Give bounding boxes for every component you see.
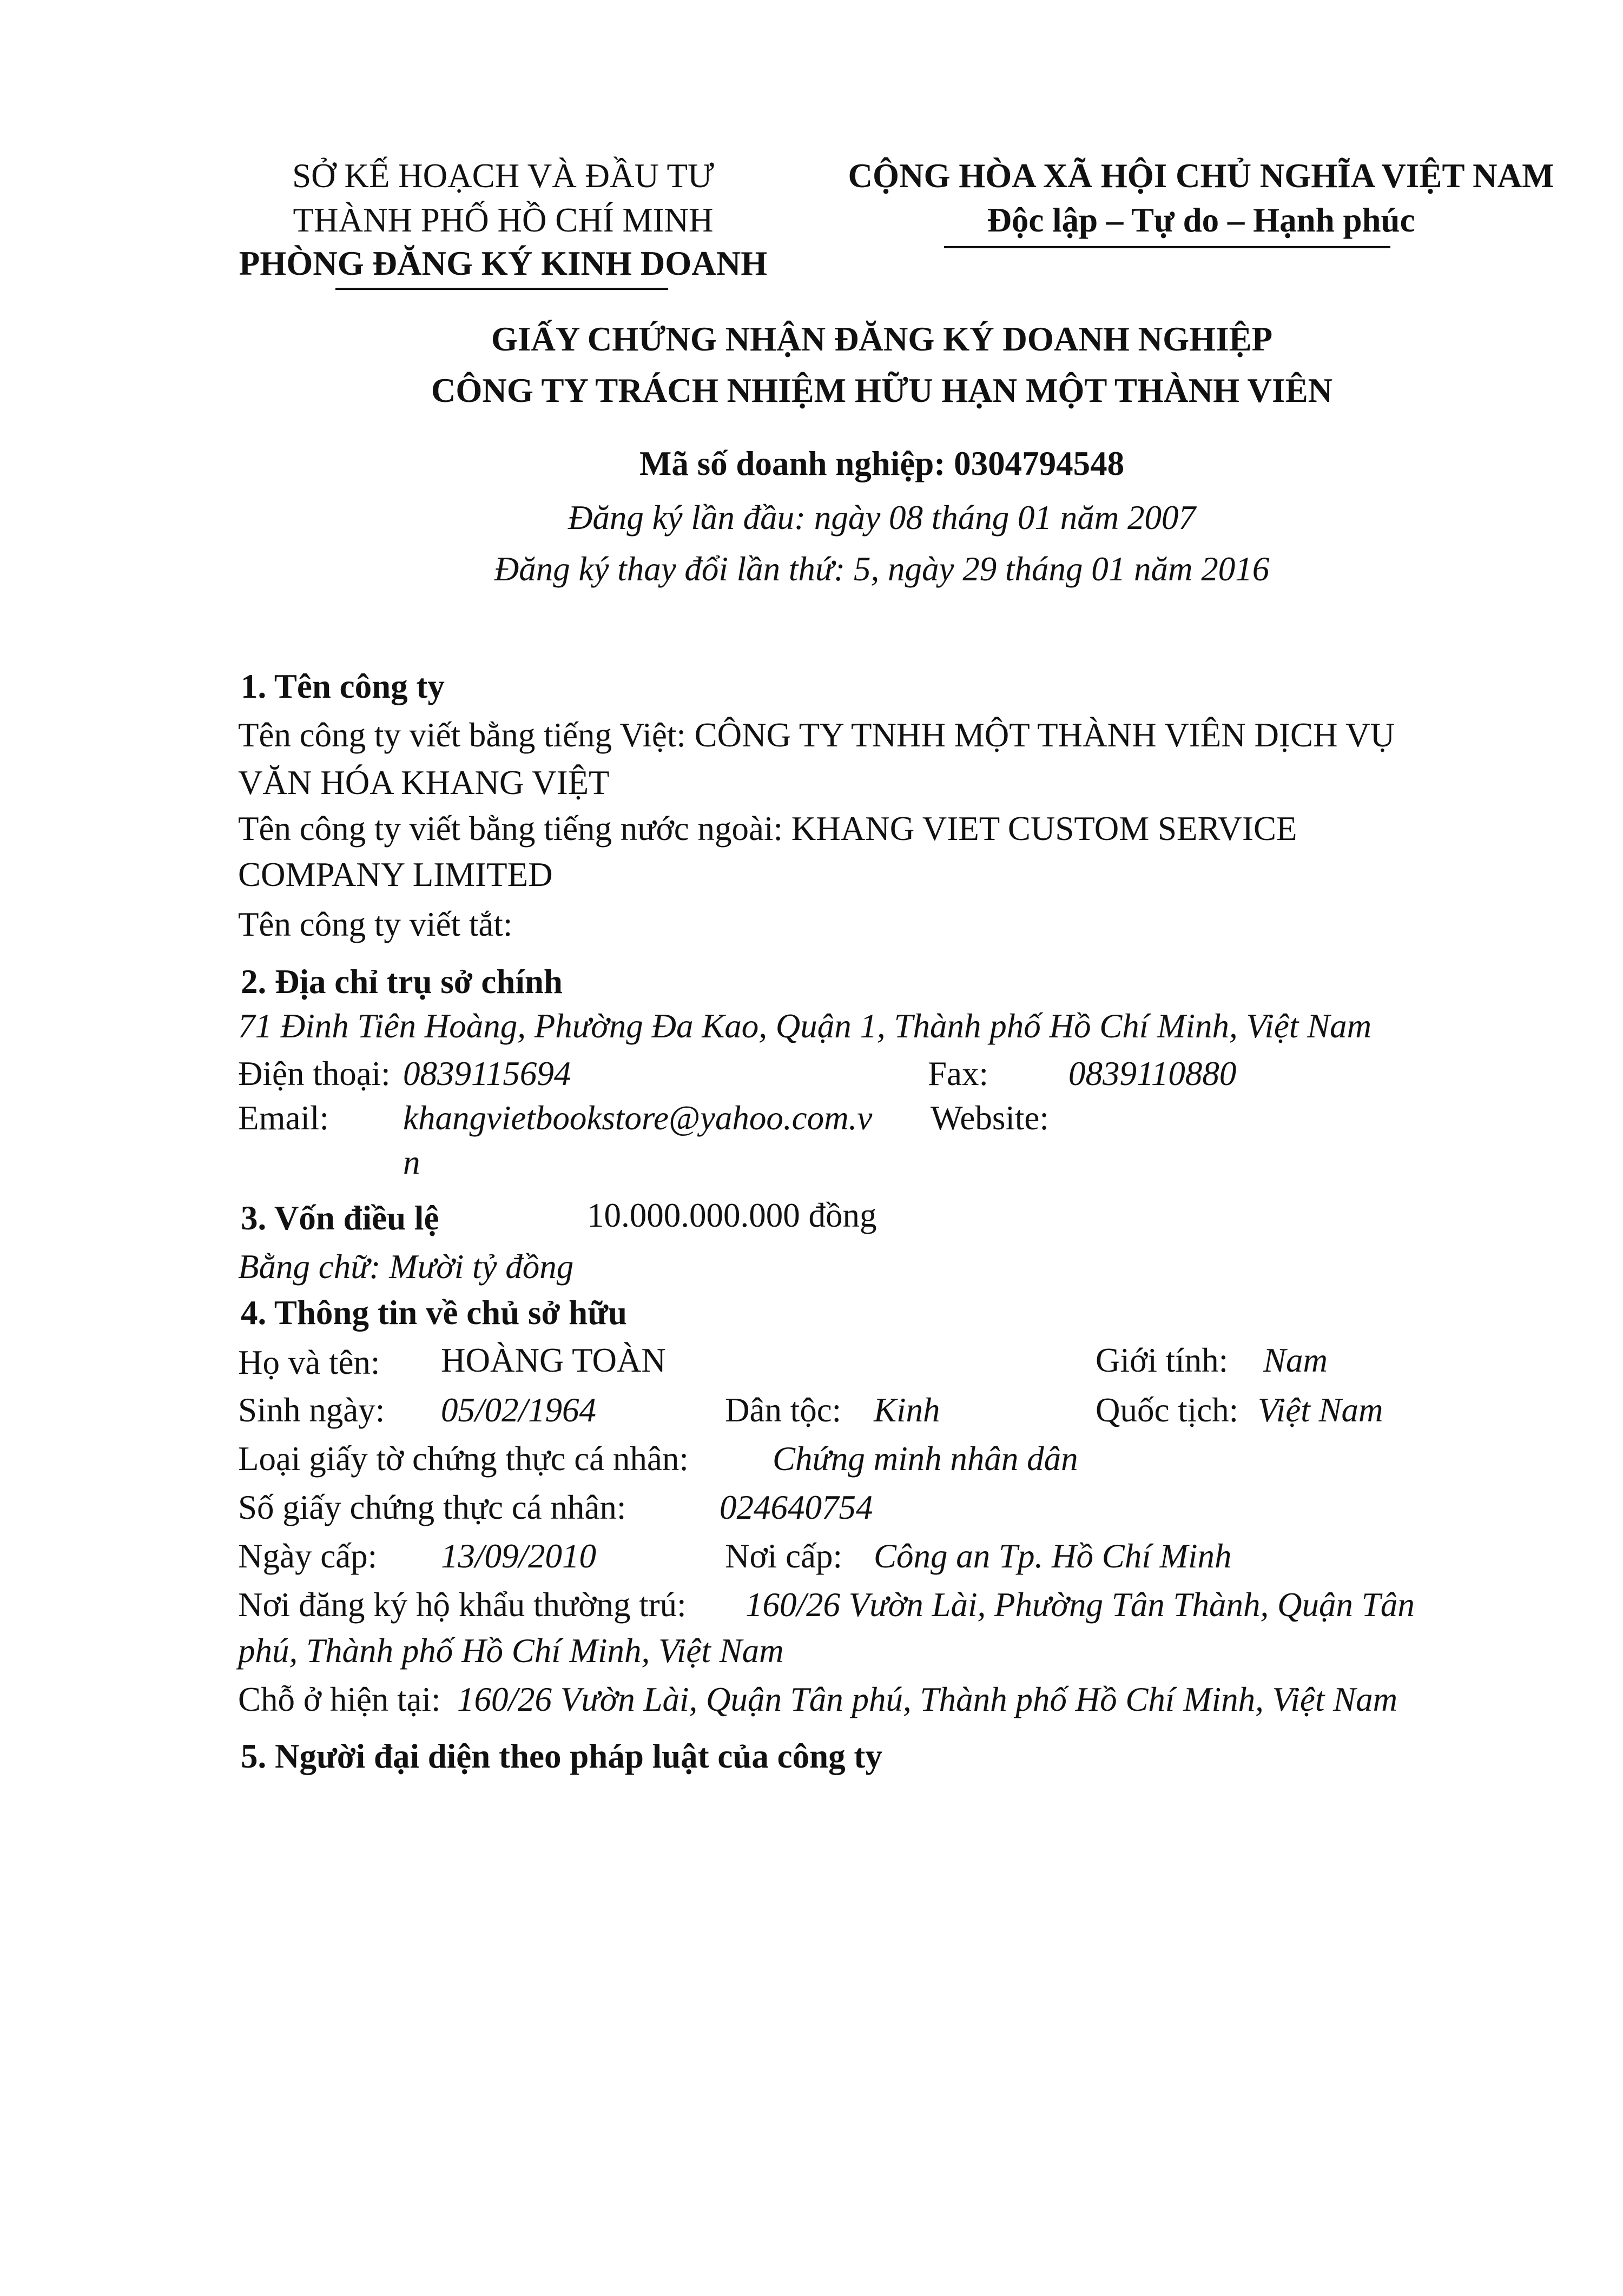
enterprise-code: Mã số doanh nghiệp: 0304794548 (639, 445, 1125, 482)
section2-heading: 2. Địa chỉ trụ sở chính (241, 963, 563, 1001)
gender-value: Nam (1263, 1341, 1328, 1379)
issue-date-label: Ngày cấp: (238, 1537, 378, 1575)
header-left-line3: PHÒNG ĐĂNG KÝ KINH DOANH (239, 244, 768, 282)
issue-place-value: Công an Tp. Hồ Chí Minh (874, 1537, 1232, 1575)
current-residence-value: 160/26 Vườn Lài, Quận Tân phú, Thành phố Hồ Chí Minh, Việt Nam (457, 1680, 1398, 1718)
company-type-title: CÔNG TY TRÁCH NHIỆM HỮU HẠN MỘT THÀNH VIÊN (431, 372, 1333, 409)
header-left-line1: SỞ KẾ HOẠCH VÀ ĐẦU TƯ (292, 157, 714, 195)
permanent-residence-label: Nơi đăng ký hộ khẩu thường trú: (238, 1586, 687, 1624)
section1-heading: 1. Tên công ty (241, 667, 445, 705)
charter-capital-in-words: Bằng chữ: Mười tỷ đồng (238, 1248, 574, 1286)
website-label: Website: (931, 1099, 1049, 1137)
foreign-name-line2: COMPANY LIMITED (238, 856, 553, 894)
abbr-name-label: Tên công ty viết tắt: (238, 905, 513, 943)
header-left-rule (335, 288, 668, 290)
id-type-value: Chứng minh nhân dân (773, 1440, 1078, 1478)
email-value-line2: n (403, 1143, 420, 1181)
permanent-residence-line1: 160/26 Vườn Lài, Phường Tân Thành, Quận Tân (745, 1586, 1415, 1624)
issue-date-value: 13/09/2010 (441, 1537, 597, 1575)
gender-label: Giới tính: (1096, 1341, 1229, 1379)
certificate-title: GIẤY CHỨNG NHẬN ĐĂNG KÝ DOANH NGHIỆP (491, 320, 1273, 358)
fax-label: Fax: (928, 1055, 989, 1093)
dob-label: Sinh ngày: (238, 1391, 385, 1429)
nationality-label: Quốc tịch: (1096, 1391, 1239, 1429)
header-right-line1: CỘNG HÒA XÃ HỘI CHỦ NGHĨA VIỆT NAM (848, 157, 1554, 195)
foreign-name-line1: Tên công ty viết bằng tiếng nước ngoài: KHANG VIET CUSTOM SERVICE (238, 810, 1297, 848)
vn-name-line2: VĂN HÓA KHANG VIỆT (238, 764, 610, 802)
email-value-line1: khangvietbookstore@yahoo.com.v (403, 1099, 873, 1137)
section3-heading: 3. Vốn điều lệ (241, 1199, 439, 1237)
ethnic-label: Dân tộc: (725, 1391, 842, 1429)
first-registration: Đăng ký lần đầu: ngày 08 tháng 01 năm 2007 (568, 499, 1196, 537)
phone-value: 0839115694 (403, 1055, 571, 1093)
id-number-label: Số giấy chứng thực cá nhân: (238, 1488, 626, 1526)
change-registration: Đăng ký thay đổi lần thứ: 5, ngày 29 tháng 01 năm 2016 (494, 550, 1270, 588)
dob-value: 05/02/1964 (441, 1391, 597, 1429)
id-type-label: Loại giấy tờ chứng thực cá nhân: (238, 1440, 689, 1478)
header-right-line2: Độc lập – Tự do – Hạnh phúc (987, 201, 1415, 239)
nationality-value: Việt Nam (1258, 1391, 1383, 1429)
charter-capital-amount: 10.000.000.000 đồng (587, 1196, 877, 1234)
issue-place-label: Nơi cấp: (725, 1537, 842, 1575)
phone-label: Điện thoại: (238, 1055, 391, 1093)
section5-heading: 5. Người đại diện theo pháp luật của công ty (241, 1737, 882, 1775)
section4-heading: 4. Thông tin về chủ sở hữu (241, 1294, 628, 1332)
email-label: Email: (238, 1099, 329, 1137)
owner-name-label: Họ và tên: (238, 1344, 380, 1381)
header-left-line2: THÀNH PHỐ HỒ CHÍ MINH (293, 201, 714, 239)
vn-name-line1: Tên công ty viết bằng tiếng Việt: CÔNG TY TNHH MỘT THÀNH VIÊN DỊCH VỤ (238, 716, 1395, 754)
owner-name-value: HOÀNG TOÀN (441, 1341, 666, 1379)
fax-value: 0839110880 (1068, 1055, 1237, 1093)
header-right-rule (944, 246, 1390, 248)
ethnic-value: Kinh (874, 1391, 940, 1429)
id-number-value: 024640754 (720, 1488, 873, 1526)
current-residence-label: Chỗ ở hiện tại: (238, 1680, 441, 1718)
head-office-address: 71 Đinh Tiên Hoàng, Phường Đa Kao, Quận 1, Thành phố Hồ Chí Minh, Việt Nam (238, 1007, 1372, 1045)
permanent-residence-line2: phú, Thành phố Hồ Chí Minh, Việt Nam (238, 1632, 784, 1670)
